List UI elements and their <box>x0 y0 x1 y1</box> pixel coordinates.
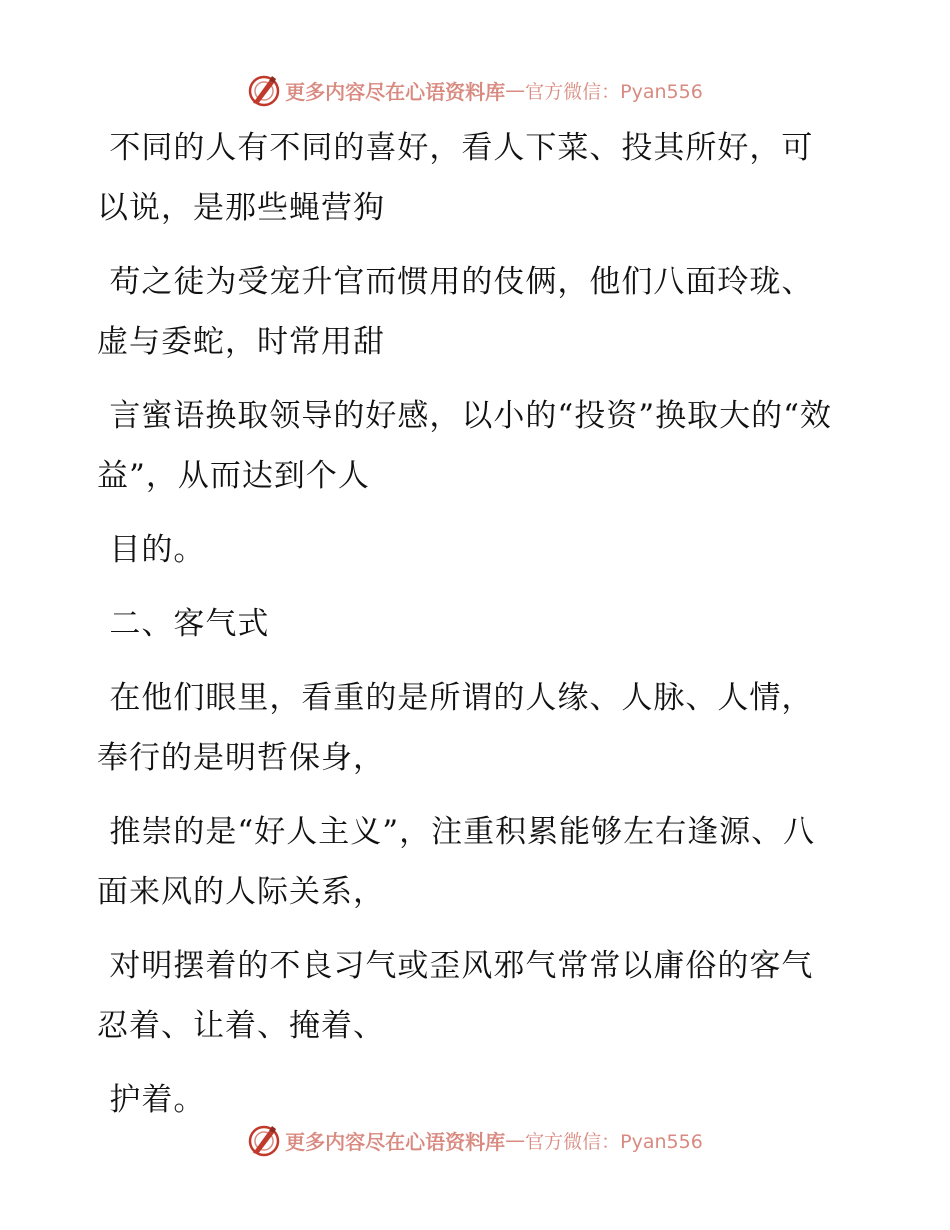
footer-watermark <box>0 1120 950 1160</box>
watermark-brand: 更多内容尽在心语资料库 <box>285 1129 506 1154</box>
document-body <box>97 118 837 1144</box>
paragraph-3: 言蜜语换取领导的好感，以小的“投资”换取大的“效益”，从而达到个人 <box>97 398 832 494</box>
pen-seal-logo-icon <box>247 1123 281 1157</box>
paragraph-8: 护着。 <box>109 1082 206 1118</box>
paragraph-1: 不同的人有不同的喜好，看人下菜、投其所好，可以说，是那些蝇营狗 <box>97 130 814 226</box>
paragraph-2: 苟之徒为受宠升官而惯用的伎俩，他们八面玲珑、虚与委蛇，时常用甜 <box>97 264 814 360</box>
pen-seal-logo-icon <box>247 73 281 107</box>
paragraph-7: 对明摆着的不良习气或歪风邪气常常以庸俗的客气忍着、让着、掩着、 <box>97 948 814 1044</box>
header-watermark <box>0 70 950 110</box>
paragraph-6: 推崇的是“好人主义”，注重积累能够左右逢源、八面来风的人际关系， <box>97 814 816 910</box>
paragraph-4: 目的。 <box>109 532 206 568</box>
watermark-separator: — <box>505 78 526 102</box>
section-heading: 二、客气式 <box>109 606 270 642</box>
watermark-contact: 官方微信：Pyan556 <box>525 80 703 103</box>
watermark-contact: 官方微信：Pyan556 <box>525 1130 703 1153</box>
watermark-brand: 更多内容尽在心语资料库 <box>285 79 506 104</box>
watermark-separator: — <box>505 1128 526 1152</box>
paragraph-5: 在他们眼里，看重的是所谓的人缘、人脉、人情，奉行的是明哲保身， <box>97 680 814 776</box>
